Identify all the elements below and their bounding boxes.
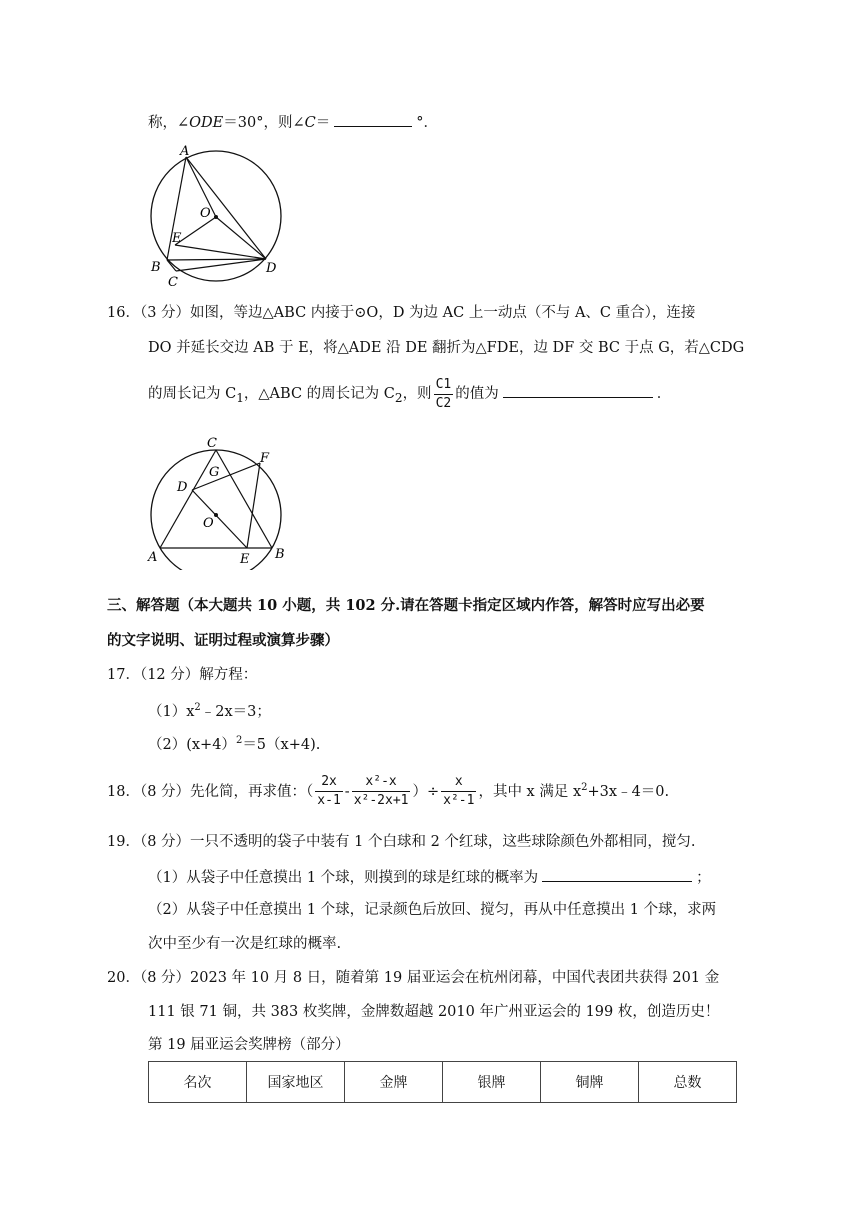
q16-sub1: 1 bbox=[236, 390, 244, 405]
q16-frac-den: C2 bbox=[435, 395, 452, 411]
q16-label-o: O bbox=[203, 516, 214, 531]
q17-p2-rest: ＝5（x+4). bbox=[242, 736, 321, 753]
q17-p2-text: （2）(x+4） bbox=[148, 736, 236, 753]
q18-tail: ，其中 x 满足 x bbox=[478, 783, 582, 800]
q17-p2-sup: 2 bbox=[235, 735, 243, 746]
header-total: 总数 bbox=[639, 1062, 737, 1103]
q16-figure bbox=[140, 432, 295, 570]
q19-p1-text: （1）从袋子中任意摸出 1 个球，则摸到的球是红球的概率为 bbox=[148, 870, 539, 886]
q16-label-d: D bbox=[177, 480, 188, 495]
medal-table-header-row bbox=[149, 1062, 737, 1103]
q17-part1 bbox=[148, 698, 271, 722]
q20-line1: 20．（8 分）2023 年 10 月 8 日，随着第 19 届亚运会在杭州闭幕，中国代表团共获得 201 金 bbox=[107, 970, 720, 986]
q18-fraction1 bbox=[315, 773, 342, 810]
q18-minus: - bbox=[344, 783, 350, 800]
q15-answer-blank[interactable] bbox=[334, 111, 412, 127]
q15-center-dot bbox=[214, 215, 218, 219]
q19-part2-line1: （2）从袋子中任意摸出 1 个球，记录颜色后放回、搅匀，再从中任意摸出 1 个球，求两 bbox=[148, 902, 717, 918]
q16-text-b: ，△ABC 的周长记为 C bbox=[243, 386, 395, 402]
q20-line2: 111 银 71 铜，共 383 枚奖牌，金牌数超越 2010 年广州亚运会的 199 枚，创造历史！ bbox=[148, 1004, 720, 1020]
q19-p1-end: ； bbox=[696, 870, 711, 886]
q16-label-c: C bbox=[207, 436, 217, 451]
q20-table-caption: 第 19 届亚运会奖牌榜（部分） bbox=[148, 1037, 350, 1053]
q15-label-c: C bbox=[168, 275, 178, 290]
q19-answer-blank[interactable] bbox=[542, 866, 692, 882]
q17-p1-text: （1）x bbox=[148, 703, 195, 720]
q15-line bbox=[148, 111, 438, 133]
q15-figure bbox=[140, 140, 290, 292]
header-rank: 名次 bbox=[149, 1062, 247, 1103]
q16-label-g: G bbox=[209, 465, 220, 480]
header-country: 国家地区 bbox=[247, 1062, 345, 1103]
q18-f1-num: 2x bbox=[315, 773, 342, 792]
q16-text-c: ，则 bbox=[402, 386, 432, 402]
q16-text-d: 的值为 bbox=[455, 386, 499, 402]
q16-label-f: F bbox=[260, 451, 270, 466]
q16-line1: 16．（3 分）如图，等边△ABC 内接于⊙O，D 为边 AC 上一动点（不与 A、C 重合），连接 bbox=[107, 305, 696, 321]
q18-tail-rest: +3x﹣4＝0. bbox=[587, 783, 670, 800]
q16-label-a: A bbox=[148, 550, 158, 565]
q16-frac-num: C1 bbox=[434, 376, 454, 395]
q19-line1: 19．（8 分）一只不透明的袋子中装有 1 个白球和 2 个红球，这些球除颜色外都相同，搅匀. bbox=[107, 834, 696, 850]
q18-f1-den: x-1 bbox=[317, 793, 341, 809]
q16-answer-blank[interactable] bbox=[503, 382, 653, 398]
section-heading-line1: 三、解答题（本大题共 10 小题，共 102 分.请在答题卡指定区域内作答，解答时应写出必要 bbox=[107, 597, 705, 614]
q16-fraction bbox=[434, 376, 454, 413]
q18-f3-num: x bbox=[441, 773, 476, 792]
q18-div: ）÷ bbox=[412, 783, 440, 800]
q18-f2-den: x²-2x+1 bbox=[353, 793, 409, 809]
q16-label-e: E bbox=[240, 552, 250, 567]
q15-seg-ad bbox=[186, 157, 266, 259]
q15-text-mid: ＝30°，则∠ bbox=[223, 115, 305, 131]
q16-text-a: 的周长记为 C bbox=[148, 386, 237, 402]
q15-angle-ode: ODE bbox=[189, 115, 224, 131]
header-silver: 银牌 bbox=[443, 1062, 541, 1103]
q17-p1-sup: 2 bbox=[194, 702, 201, 713]
header-gold: 金牌 bbox=[345, 1062, 443, 1103]
q16-text-end: ． bbox=[656, 386, 672, 402]
q15-text-start: 称，∠ bbox=[148, 115, 190, 131]
q15-seg-bd bbox=[167, 259, 266, 260]
q16-center-dot bbox=[214, 513, 218, 517]
q16-seg-fe bbox=[247, 463, 260, 548]
q18-f2-num: x²-x bbox=[352, 773, 411, 792]
q15-label-o: O bbox=[200, 206, 211, 221]
header-bronze: 铜牌 bbox=[541, 1062, 639, 1103]
q15-label-b: B bbox=[151, 260, 161, 275]
medal-table bbox=[148, 1061, 737, 1103]
q16-seg-de bbox=[192, 490, 247, 548]
q16-line2: DO 并延长交边 AB 于 E，将△ADE 沿 DE 翻折为△FDE，边 DF 交 BC 于点 G，若△CDG bbox=[148, 340, 745, 356]
q16-line3 bbox=[148, 372, 671, 416]
q15-angle-c: C bbox=[304, 115, 316, 131]
q16-sub2: 2 bbox=[394, 390, 403, 405]
q18-lead: 18．（8 分）先化简，再求值：（ bbox=[107, 783, 314, 800]
q18-line bbox=[107, 764, 669, 812]
q17-title: 17．（12 分）解方程： bbox=[107, 667, 258, 683]
q18-tail-sup: 2 bbox=[581, 782, 588, 793]
q19-part1 bbox=[148, 866, 711, 888]
section-heading-line2: 的文字说明、证明过程或演算步骤） bbox=[107, 632, 339, 649]
q18-f3-den: x²-1 bbox=[443, 793, 475, 809]
q15-label-a: A bbox=[180, 144, 190, 159]
q15-eq: ＝ bbox=[315, 115, 331, 131]
q16-seg-ca bbox=[160, 450, 216, 548]
q16-label-b: B bbox=[275, 547, 285, 562]
q18-fraction3 bbox=[441, 773, 476, 810]
q17-part2 bbox=[148, 731, 320, 755]
q15-label-e: E bbox=[172, 231, 182, 246]
q15-text-end: °． bbox=[416, 115, 438, 131]
q19-part2-line2: 次中至少有一次是红球的概率. bbox=[148, 936, 342, 952]
q18-fraction2 bbox=[352, 773, 411, 810]
q17-p1-rest: ﹣2x＝3； bbox=[200, 703, 271, 720]
q15-label-d: D bbox=[266, 261, 277, 276]
